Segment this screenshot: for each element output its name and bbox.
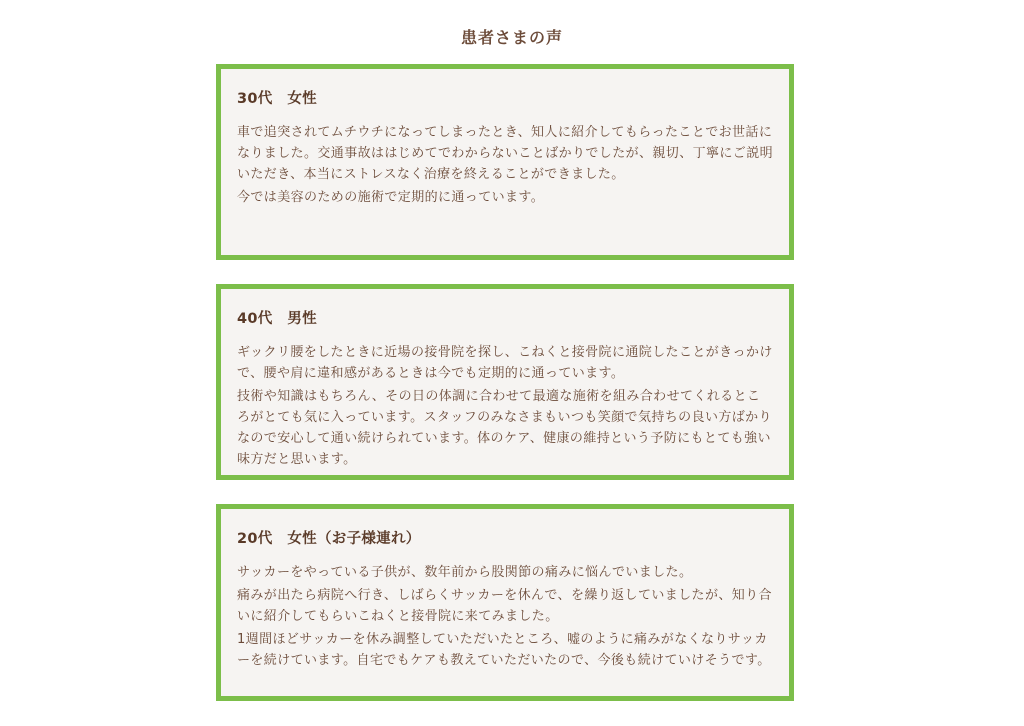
testimonial-paragraph: 今では美容のための施術で定期的に通っています。 (237, 190, 545, 205)
testimonial-paragraph: 技術や知識はもちろん、その日の体調に合わせて最適な施術を組み合わせてくれるところがとても気に入っています。スタッフのみなさまもいつも笑顔で気持ちの良い方ばかりなので安心して通い続けられています。体のケア、健康の維持という予防にもとても強い味方だと思います。 (237, 389, 772, 467)
testimonial-paragraph: 1週間ほどサッカーを休み調整していただいたところ、嘘のように痛みがなくなりサッカーを続けています。自宅でもケアも教えていただいたので、今後も続けていけそうです。 (237, 632, 771, 668)
testimonial-heading: 20代 女性（お子様連れ） (237, 531, 421, 547)
testimonial-card (216, 284, 794, 480)
testimonial-heading: 40代 男性 (237, 311, 317, 327)
testimonial-body (237, 342, 773, 470)
page-title: 患者さまの声 (460, 27, 563, 47)
testimonial-paragraph: ギックリ腰をしたときに近場の接骨院を探し、こねくと接骨院に通院したことがきっかけで、腰や肩に違和感があるときは今でも定期的に通っています。 (237, 345, 773, 381)
testimonial-body (237, 122, 773, 208)
testimonial-paragraph: サッカーをやっている子供が、数年前から股関節の痛みに悩んでいました。 (237, 565, 693, 580)
testimonial-paragraph: 痛みが出たら病院へ行き、しばらくサッカーを休んで、を繰り返していましたが、知り合いに紹介してもらいこねくと接骨院に来てみました。 (237, 588, 772, 624)
testimonial-paragraph: 車で追突されてムチウチになってしまったとき、知人に紹介してもらったことでお世話になりました。交通事故ははじめてでわからないことばかりでしたが、親切、丁寧にご説明いただき、本当にストレスなく治療を終えることができました。 (237, 125, 774, 182)
testimonial-heading: 30代 女性 (237, 91, 317, 107)
testimonial-card (216, 64, 794, 260)
testimonial-card (216, 504, 794, 701)
testimonial-body (237, 562, 773, 671)
